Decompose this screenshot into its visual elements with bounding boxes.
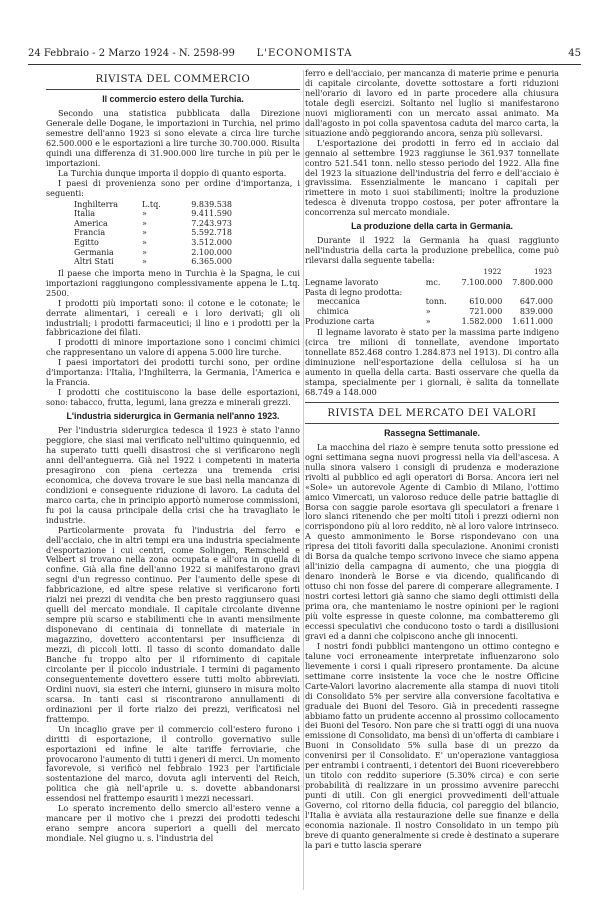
year-header: 1922 bbox=[483, 268, 502, 277]
table-row bbox=[74, 219, 232, 229]
paragraph: Particolarmente provata fu l'industria del ferro e dell'acciaio, che in altri tempi era una industria specialmente d'esportazione i cui centri, come Solingen, Remscheid e Velbert si trovano nella zona occupata e all'ora in quella di confine. Già alla fine dell'anno 1922 si manifestarono gravi segni d'un regresso continuo. Per l'aumento delle spese di fabbricazione, ed altre spese relative si verificarono forti rialzi nei prezzi di vendita che ben presto raggiunsero quasi quelli del mercato mondiale. Il capitale circolante divenne sempre più scarso e stabilimenti che in avanti mensilmente disponevano di centinaia di tonnellate di materiale in magazzino, dovettero accontentarsi per insufficienza di mezzi, di piccoli lotti. Il tasso di sconto domandato dalle Banche fu troppo alto per il rifornimento di capitale circolante per il piccolo industriale. I termini di pagamento conseguentemente dovettero essere tutti molto abbreviati. Ordini nuovi, sia esteri che interni, giunsero in misura molto scarsa. In tanti casi si riscontrarono annullamenti di ordinazioni per il forte rialzo dei prezzi, verificatosi nel frattempo. bbox=[46, 524, 300, 724]
paper-production-table bbox=[305, 267, 553, 326]
table-row bbox=[305, 288, 553, 298]
paragraph: Un incaglio grave per il commercio coll'estero furono i diritti di esportazione, il controllo governativo sulle esportazioni ed infine le alte tariffe ferroviarie, che provocarono l'aumento di tutti i generi di merci. Un momento favorevole, si verificò nel febbraio 1923 per l'artificiale sostentazione del marco, dovuta agli interventi del Reich, politica che già nell'aprile u. s. dovette abbandonarsi essendosi nel frattempo esauriti i mezzi necessari. bbox=[46, 723, 300, 804]
paragraph: I prodotti che costituiscono la base delle esportazioni, sono: tabacco, frutta, legumi, lana grezza e minerali grezzi. bbox=[46, 387, 300, 408]
value-1922 bbox=[452, 288, 503, 298]
row-label: meccanica bbox=[317, 297, 361, 307]
article-title-rassegna: Rassegna Settimanale. bbox=[384, 427, 480, 438]
table-row bbox=[74, 209, 232, 219]
unit-label: » bbox=[425, 306, 431, 316]
article-title-siderurgica: L'industria siderurgica in Germania nell'anno 1923. bbox=[66, 411, 280, 422]
value-1922: 610.000 bbox=[469, 297, 503, 307]
table-row bbox=[305, 317, 553, 327]
table-row bbox=[305, 297, 553, 307]
value-1923 bbox=[502, 288, 553, 298]
import-value: 3.512.000 bbox=[191, 237, 232, 247]
unit-label: » bbox=[142, 247, 147, 257]
paragraph: Per l'industria siderurgica tedesca il 1923 è stato l'anno peggiore, che siasi mai verificato nell'ultimo quinquennio, ed ha superato tutti quelli disastrosi che si verificarono negli anni dell'anteguerra. Già nel 1922 i competenti in materia presagirono con piena certezza una tremenda crisi economica, che doveva trovare le sue basi nella mancanza di condizioni e conseguente riduzione di lavoro. La caduta del marco carta, che in principio apportò numerose commissioni, fu poi la causa principale della crisi che ha travagliato le industrie. bbox=[46, 425, 300, 525]
table-row bbox=[74, 257, 232, 267]
year-header: 1923 bbox=[534, 268, 552, 277]
paragraph: ferro e dell'acciaio, per mancanza di materie prime e penuria di capitale circolante, dovette sottostare a forti riduzioni nell'orario di lavoro ed in parte procedere alla chiusura totale degli esercizi. Soltanto nel luglio si manifestarono nuovi miglioramenti con un mercato assai animato. Ma dall'agosto in poi colla spaventosa caduta del marco carta, la situazione andò peggiorando ancora, senza più sollevarsi. bbox=[305, 68, 559, 138]
section-title-valori: RIVISTA DEL MERCATO DEI VALORI bbox=[305, 402, 559, 424]
journal-title: L'ECONOMISTA bbox=[256, 48, 353, 59]
paragraph: L'esportazione dei prodotti in ferro ed in acciaio dal gennaio al settembre 1923 raggiunse le 361.937 tonnellate contro 521.541 tonn. nello stesso periodo del 1922. Alla fine del 1923 la situazione dell'industria del ferro e dell'acciaio è gravissima. Essenzialmente le mancano i capitali per rimettere in moto i suoi stabilimenti; inoltre la produzione tedesca è divenuta troppo costosa, per poter affrontare la concorrenza sul mercato mondiale. bbox=[305, 137, 559, 218]
value-1922: 7.100.000 bbox=[461, 278, 503, 288]
value-1923: 647.000 bbox=[519, 297, 553, 307]
import-value: 9.839.538 bbox=[191, 199, 232, 209]
value-1922: 1.582.000 bbox=[461, 316, 503, 326]
paragraph: Il legname lavorato è stato per la massima parte indigeno (circa tre milioni di tonnellate, avendone importato tonnellate 852.468 contro 1.284.873 nel 1913). Di contro alla diminuzione nell'esportazione della cellulosa si ha un aumento in quella della carta. Basti osservare che quella da stampa, specialmente per i giornali, è salita da tonnellate 68.749 a 148.000 bbox=[305, 327, 559, 397]
table-row bbox=[305, 278, 553, 288]
country-name: Francia bbox=[74, 228, 106, 238]
row-label: chimica bbox=[317, 306, 349, 316]
unit-label: » bbox=[425, 316, 431, 326]
import-table bbox=[74, 200, 232, 267]
paragraph: Durante il 1922 la Germania ha quasi raggiunto nell'industria della carta la produzione prebellica, come può rilevarsi dalla seguente tabella: bbox=[305, 235, 559, 266]
country-name: Inghilterra bbox=[74, 199, 119, 209]
paragraph: Secondo una statistica pubblicata dalla Direzione Generale delle Dogane, le importazioni in Turchia, nel primo semestre dell'anno 1923 si sono elevate a circa lire turche 62.500.000 e le esportazioni a lire turche 30.700.000. Risulta quindi una differenza di 31.900.000 lire turche in più per le importazioni. bbox=[46, 108, 300, 168]
paragraph: I paesi di provenienza sono per ordine d'importanza, i seguenti: bbox=[46, 177, 300, 198]
import-value: 7.243.973 bbox=[191, 218, 232, 228]
paragraph: La macchina del riazo è sempre tenuta sotto pressione ed ogni settimana segna nuovi progressi nella via dell'ascesa. A nulla sinora valsero i consigli di prudenza e moderazione rivolti al pubblico ed agli operatori di Borsa. Ancora ieri nel «Sole» un autorevole Agente di Cambio di Milano, l'ottimo amico Vimercati, un valoroso reduce delle patrie battaglie di Borsa con saggie parole esortava gli speculatori a frenare i loro slanci ritenendo che per molti titoli i prezzi odierni non corrispondono più al loro reddito, nè al loro valore intrinseco. A questo ammonimento le Borse rispondevano con una ripresa dei titoli favoriti dalla speculazione. Anonimi cronisti di Borsa da qualche tempo scrivono invece che siamo appena all'inizio della campagna di aumento, che una pioggia di denaro inonderà le Borse e via dicendo, qualificando di ottuso chi non fosse del parere di comperare allegramente. I nostri cortesi lettori già sanno che siamo degli ottimisti della prima ora, che manteniamo le nostre opinioni per le ragioni più volte espresse in queste colonne, ma combatteremo gli eccessi speculativi che conducono tosto o tardi a disillusioni gravi ed a danni che colpiscono anche gli innocenti. bbox=[305, 441, 559, 641]
country-name: Italia bbox=[74, 209, 96, 219]
paragraph: I prodotti più importati sono: il cotone e le cotonate; le derrate alimentari, i cereali e i loro derivati; gli oli industriali; i prodotti farmaceutici; il lino e i prodotti per la fabbricazione dei filati. bbox=[46, 297, 300, 338]
unit-label: L.tq. bbox=[142, 199, 161, 209]
unit-label: » bbox=[142, 257, 147, 267]
unit-label: » bbox=[142, 228, 147, 238]
table-row bbox=[74, 228, 232, 238]
paragraph: I paesi importatori dei prodotti turchi sono, per ordine d'importanza: l'Italia, l'Inghilterra, la Germania, l'America e la Francia. bbox=[46, 357, 300, 388]
row-label: Produzione carta bbox=[305, 316, 375, 326]
paragraph: Lo sperato incremento dello smercio all'estero venne a mancare per il motivo che i prezzi dei prodotti tedeschi erano sempre ancora superiori a quelli del mercato mondiale. Nel giugno u. s. l'industria del bbox=[46, 803, 300, 844]
row-label: Legname lavorato bbox=[305, 278, 379, 288]
value-1923: 1.611.000 bbox=[512, 316, 553, 326]
table-row bbox=[305, 307, 553, 317]
article-title-turchia: Il commercio estero della Turchia. bbox=[102, 94, 244, 104]
country-name: Altri Stati bbox=[74, 257, 114, 267]
paragraph: La Turchia dunque importa il doppio di quanto esporta. bbox=[58, 167, 287, 178]
table-row bbox=[74, 200, 232, 210]
paragraph: Il paese che importa meno in Turchia è la Spagna, le cui importazioni raggiungono complessivamente appena le L.tq. 2500. bbox=[46, 267, 300, 298]
table-row bbox=[74, 238, 232, 248]
unit-label: » bbox=[142, 218, 147, 228]
unit-label: » bbox=[142, 209, 147, 219]
value-1922: 721.000 bbox=[469, 306, 503, 316]
unit-label: » bbox=[142, 237, 147, 247]
issue-date: 24 Febbraio - 2 Marzo 1924 - N. 2598-99 bbox=[28, 48, 235, 59]
import-value: 6.365.000 bbox=[191, 257, 232, 267]
country-name: Egitto bbox=[74, 237, 99, 247]
value-1923: 7.800.000 bbox=[512, 278, 553, 288]
unit-label: mc. bbox=[425, 278, 441, 288]
paragraph: I nostri fondi pubblici mantengono un ottimo contegno e talune voci erroneamente interpretate influenzarono solo lievemente i corsi i quali ripresero prontamente. Da alcune settimane corre insistente la voce che le nostre Officine Carte-Valori lavorino alacremente alla stampa di nuovi titoli di Consolidato 5% per servire alla conversione facoltativa e graduale dei Buoni del Tesoro. Già in precedenti rassegne abbiamo fatto un prudente accenno al prossimo collocamento dei Buoni del Tesoro. Non pare che si tratti oggi di una nuova emissione di Consolidato, ma bensì di un'offerta di cambiare i Buoni in Consolidato 5% sulla base di un prezzo da convenirsi per il Consolidato. E' un'operazione vantaggiosa per entrambi i contraenti, i detentori dei Buoni riceverebbero un titolo con reddito superiore (5.30% circa) e con serie probabilità di realizzare in un prossimo avvenire parecchi punti di utili. Con gli energici provvedimenti dell'attuale Governo, col ritorno della fiducia, col pareggio del bilancio, l'Italia è avviata alla restaurazione delle sue finanze e della economia nazionale. Il nostro Consolidato in un tempo più breve di quanto generalmente si crede è destinato a superare la pari e tutto lascia sperare bbox=[305, 640, 560, 850]
header-rule bbox=[28, 64, 581, 65]
left-column bbox=[46, 69, 300, 844]
import-value: 2.100.000 bbox=[191, 247, 232, 257]
right-column bbox=[305, 69, 559, 851]
section-title-commercio: RIVISTA DEL COMMERCIO bbox=[46, 69, 300, 90]
page-number: 45 bbox=[568, 48, 581, 59]
unit-label bbox=[426, 288, 452, 298]
column-divider bbox=[303, 70, 304, 890]
country-name: Germania bbox=[74, 247, 114, 257]
value-1923: 839.000 bbox=[519, 306, 553, 316]
unit-label: tonn. bbox=[425, 297, 447, 307]
article-title-carta: La produzione della carta in Germania. bbox=[351, 221, 513, 232]
country-name: America bbox=[74, 218, 108, 228]
row-label: Pasta di legno prodotta: bbox=[305, 287, 403, 297]
running-header bbox=[28, 48, 581, 64]
import-value: 9.411.590 bbox=[191, 209, 232, 219]
paragraph: I prodotti di minore importazione sono i concimi chimici che rappresentano un valore di appena 5.000 lire turche. bbox=[46, 337, 300, 358]
import-value: 5.592.718 bbox=[191, 228, 232, 238]
table-row bbox=[74, 248, 232, 258]
